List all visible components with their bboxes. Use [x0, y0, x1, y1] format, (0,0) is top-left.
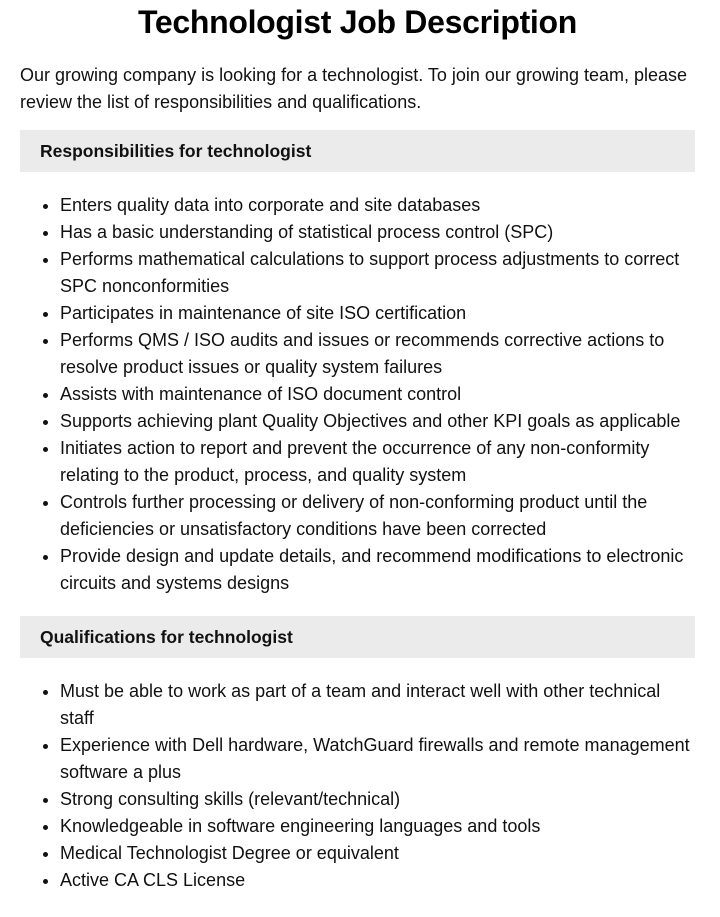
- list-item: • Assists with maintenance of ISO document control: [60, 381, 695, 408]
- list-item: • Initiates action to report and prevent the occurrence of any non-conformity relating to the product, process, and quality system: [60, 435, 695, 489]
- qualifications-heading: Qualifications for technologist: [20, 616, 695, 658]
- list-item: • Enters quality data into corporate and site databases: [60, 192, 695, 219]
- list-item: • Controls further processing or delivery of non-conforming product until the deficiencies or unsatisfactory conditions have been corrected: [60, 489, 695, 543]
- responsibilities-heading: Responsibilities for technologist: [20, 130, 695, 172]
- list-item: • Medical Technologist Degree or equivalent: [60, 840, 695, 867]
- list-item: • Performs QMS / ISO audits and issues or recommends corrective actions to resolve product issues or quality system failures: [60, 327, 695, 381]
- list-item: • Has a basic understanding of statistical process control (SPC): [60, 219, 695, 246]
- list-item: • Knowledgeable in software engineering languages and tools: [60, 813, 695, 840]
- list-item: • Experience with Dell hardware, WatchGuard firewalls and remote management software a plus: [60, 732, 695, 786]
- list-item: • Active CA CLS License: [60, 867, 695, 894]
- intro-paragraph: Our growing company is looking for a technologist. To join our growing team, please review the list of responsibilities and qualifications.: [20, 65, 688, 112]
- page-title: Technologist Job Description: [137, 4, 578, 40]
- qualifications-list: [20, 678, 695, 894]
- list-item: • Supports achieving plant Quality Objectives and other KPI goals as applicable: [60, 408, 695, 435]
- list-item: • Provide design and update details, and recommend modifications to electronic circuits and systems designs: [60, 543, 695, 597]
- list-item: • Must be able to work as part of a team and interact well with other technical staff: [60, 678, 695, 732]
- list-item: • Performs mathematical calculations to support process adjustments to correct SPC nonconformities: [60, 246, 695, 300]
- list-item: • Strong consulting skills (relevant/technical): [60, 786, 695, 813]
- list-item: • Participates in maintenance of site ISO certification: [60, 300, 695, 327]
- responsibilities-list: [20, 192, 695, 597]
